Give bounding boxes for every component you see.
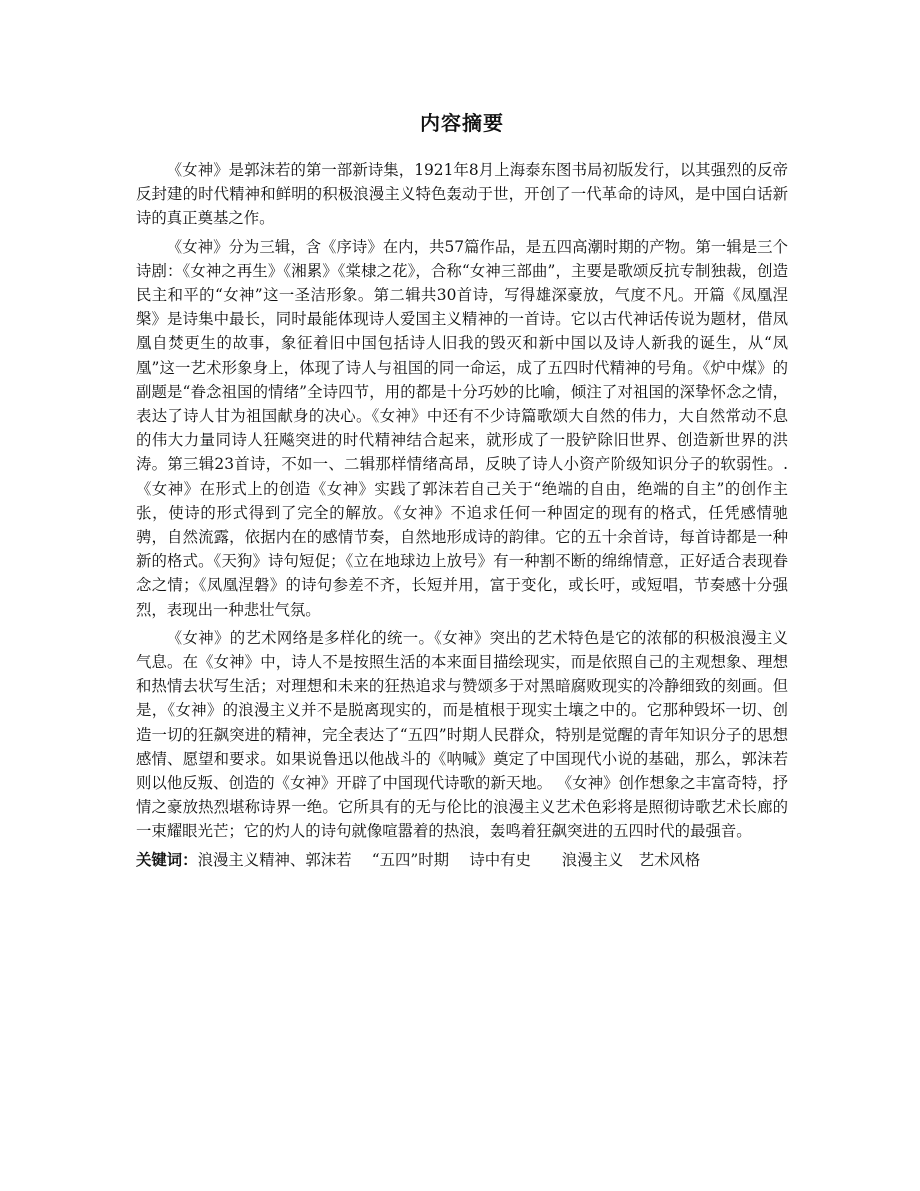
document-title: 内容摘要 (420, 111, 504, 135)
abstract-paragraph-1: 《女神》是郭沫若的第一部新诗集，1921年8月上海泰东图书局初版发行，以其强烈的反帝反封建的时代精神和鲜明的积极浪漫主义特色轰动于世，开创了一代革命的诗风，是中国白话新诗的真正奠基之作。 (136, 161, 788, 228)
keywords-label: 关键词： (136, 850, 198, 869)
keywords-line (136, 848, 788, 872)
abstract-paragraph-3: 《女神》的艺术网络是多样化的统一。《女神》突出的艺术特色是它的浓郁的积极浪漫主义气息。在《女神》中，诗人不是按照生活的本来面目描绘现实，而是依照自己的主观想象、理想和热情去状写生活；对理想和未来的狂热追求与赞颂多于对黑暗腐败现实的冷静细致的刻画。但是，《女神》的浪漫主义并不是脱离现实的，而是植根于现实土壤之中的。它那种毁坏一切、创造一切的狂飙突进的精神，完全表达了“五四”时期人民群众，特别是觉醒的青年知识分子的思想感情、愿望和要求。如果说鲁迅以他战斗的《呐喊》奠定了中国现代小说的基础，那么，郭沫若则以他反叛、创造的《女神》开辟了中国现代诗歌的新天地。 《女神》创作想象之丰富奇特，抒情之豪放热烈堪称诗界一绝。它所具有的无与伦比的浪漫主义艺术色彩将是照彻诗歌艺术长廊的一束耀眼光芒；它的灼人的诗句就像喧嚣着的热浪，轰鸣着狂飙突进的五四时代的最强音。 (136, 628, 788, 841)
abstract-paragraph-2: 《女神》分为三辑，含《序诗》在内，共57篇作品，是五四高潮时期的产物。第一辑是三个诗剧：《女神之再生》《湘累》《棠棣之花》，合称“女神三部曲”，主要是歌颂反抗专制独裁，创造民主和平的“女神”这一圣洁形象。第二辑共30首诗，写得雄深豪放，气度不凡。开篇《凤凰涅槃》是诗集中最长，同时最能体现诗人爱国主义精神的一首诗。它以古代神话传说为题材，借凤凰自焚更生的故事，象征着旧中国包括诗人旧我的毁灭和新中国以及诗人新我的诞生，从“凤凰”这一艺术形象身上，体现了诗人与祖国的同一命运，成了五四时代精神的号角。《炉中煤》的副题是“眷念祖国的情绪”全诗四节，用的都是十分巧妙的比喻，倾注了对祖国的深挚怀念之情，表达了诗人甘为祖国献身的决心。《女神》中还有不少诗篇歌颂大自然的伟力，大自然常动不息的伟大力量同诗人狂飚突进的时代精神结合起来，就形成了一股铲除旧世界、创造新世界的洪涛。第三辑23首诗，不如一、二辑那样情绪高昂，反映了诗人小资产阶级知识分子的软弱性。. 《女神》在形式上的创造《女神》实践了郭沫若自己关于“绝端的自由，绝端的自主”的创作主张，使诗的形式得到了完全的解放。《女神》不追求任何一种固定的现有的格式，任凭感情驰骋，自然流露，依据内在的感情节奏，自然地形成诗的韵律。它的五十余首诗，每首诗都是一种新的格式。《天狗》诗句短促；《立在地球边上放号》有一种割不断的绵绵情意，正好适合表现眷念之情；《凤凰涅磐》的诗句参差不齐，长短并用，富于变化，或长吁，或短唱，节奏感十分强烈，表现出一种悲壮气氛。 (136, 237, 788, 619)
keywords-text: 浪漫主义精神、郭沫若 “五四”时期 诗中有史 浪漫主义 艺术风格 (197, 850, 701, 869)
document-page (136, 108, 788, 872)
